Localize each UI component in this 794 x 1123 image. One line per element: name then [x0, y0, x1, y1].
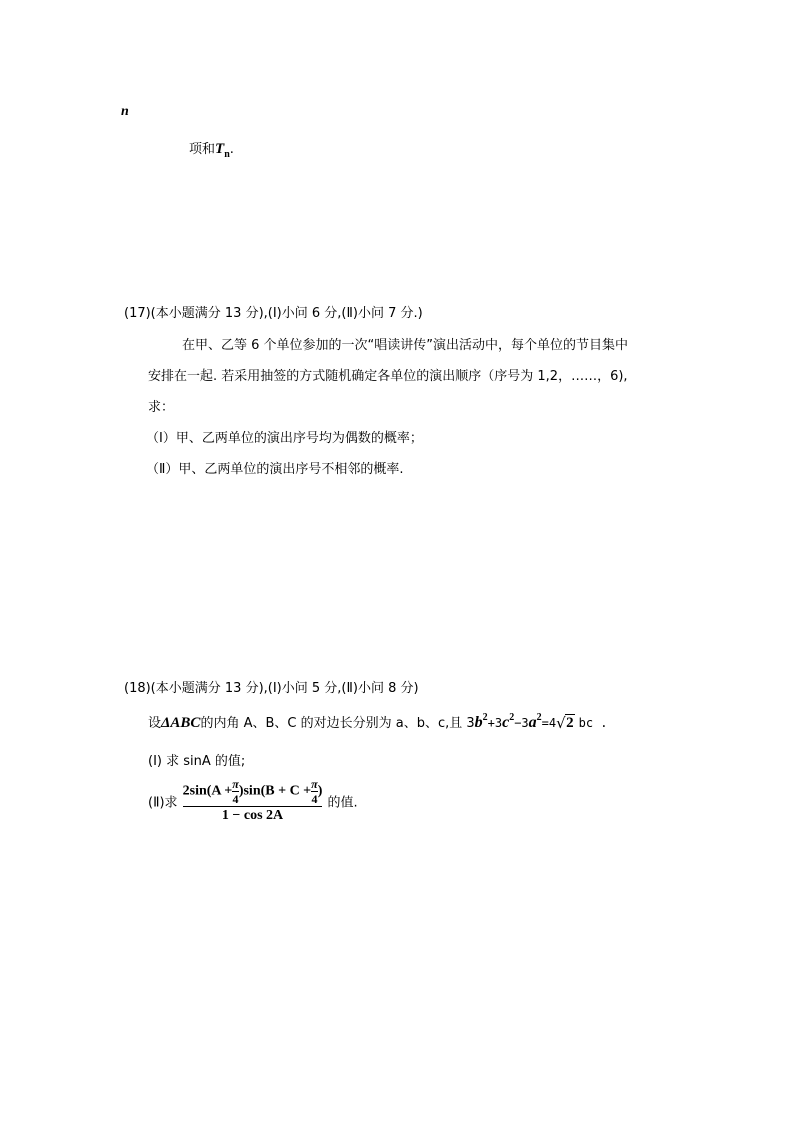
q18-condition	[148, 712, 608, 732]
pi-symbol: π	[311, 777, 318, 791]
numerator-part-a: 2sin(A +	[182, 783, 233, 799]
variable-b: b	[474, 714, 483, 731]
q18-part1: (Ⅰ) 求 sinA 的值;	[148, 754, 246, 769]
q17-part2: （Ⅱ）甲、乙两单位的演出序号不相邻的概率.	[146, 462, 404, 477]
exponent-c: 2	[509, 712, 515, 723]
q18-title: (18)(本小题满分 13 分),(Ⅰ)小问 5 分,(Ⅱ)小问 8 分)	[124, 681, 419, 696]
q18-cond-mid: 的内角 A、B、C 的对边长分别为 a、b、c,且 3	[200, 716, 475, 731]
q18-plus3: +3	[487, 716, 503, 730]
numerator-part-c: )	[317, 783, 323, 799]
pi-symbol: π	[232, 777, 239, 791]
triangle-abc: ΔABC	[161, 715, 201, 731]
exponent-b: 2	[482, 712, 488, 723]
variable-n: n	[121, 104, 129, 119]
numerator-part-b: )sin(B + C +	[238, 783, 312, 799]
fraction-bar	[183, 806, 323, 807]
header-text: 项和	[189, 142, 216, 157]
sqrt-radicand: 2	[566, 715, 574, 731]
radical-sign-icon: √	[556, 714, 566, 732]
q17-body-line3: 求：	[148, 400, 175, 415]
exponent-a: 2	[536, 712, 542, 723]
variable-T: T	[215, 141, 225, 157]
q18-bc: bc .	[578, 716, 608, 730]
q18-part2-prefix: (Ⅱ)求	[148, 795, 178, 811]
q18-eq4: =4	[541, 716, 557, 730]
sqrt-two	[556, 715, 575, 732]
q18-fraction	[183, 778, 323, 824]
header-period: .	[229, 142, 234, 157]
header-line	[189, 138, 234, 160]
four-digit: 4	[232, 792, 239, 806]
q18-part2-suffix: 的值.	[327, 795, 358, 811]
fraction-numerator	[183, 778, 323, 805]
q18-cond-prefix: 设	[148, 716, 162, 731]
variable-c: c	[502, 714, 510, 731]
q17-body-line1: 在甲、乙等 6 个单位参加的一次“唱读讲传”演出活动中，每个单位的节目集中	[182, 338, 629, 353]
fraction-denominator: 1 − cos 2A	[221, 808, 284, 823]
variable-T-subscript: n	[224, 149, 230, 160]
four-digit: 4	[311, 792, 318, 806]
q17-body-line2: 安排在一起. 若采用抽签的方式随机确定各单位的演出顺序（序号为 1,2，……，6),	[148, 369, 628, 384]
q18-minus3: −3	[514, 716, 529, 730]
q18-part2	[148, 778, 358, 824]
q17-part1: （Ⅰ）甲、乙两单位的演出序号均为偶数的概率；	[146, 431, 423, 446]
variable-a: a	[528, 714, 537, 731]
q17-title: (17)(本小题满分 13 分),(Ⅰ)小问 6 分,(Ⅱ)小问 7 分.)	[124, 306, 423, 321]
